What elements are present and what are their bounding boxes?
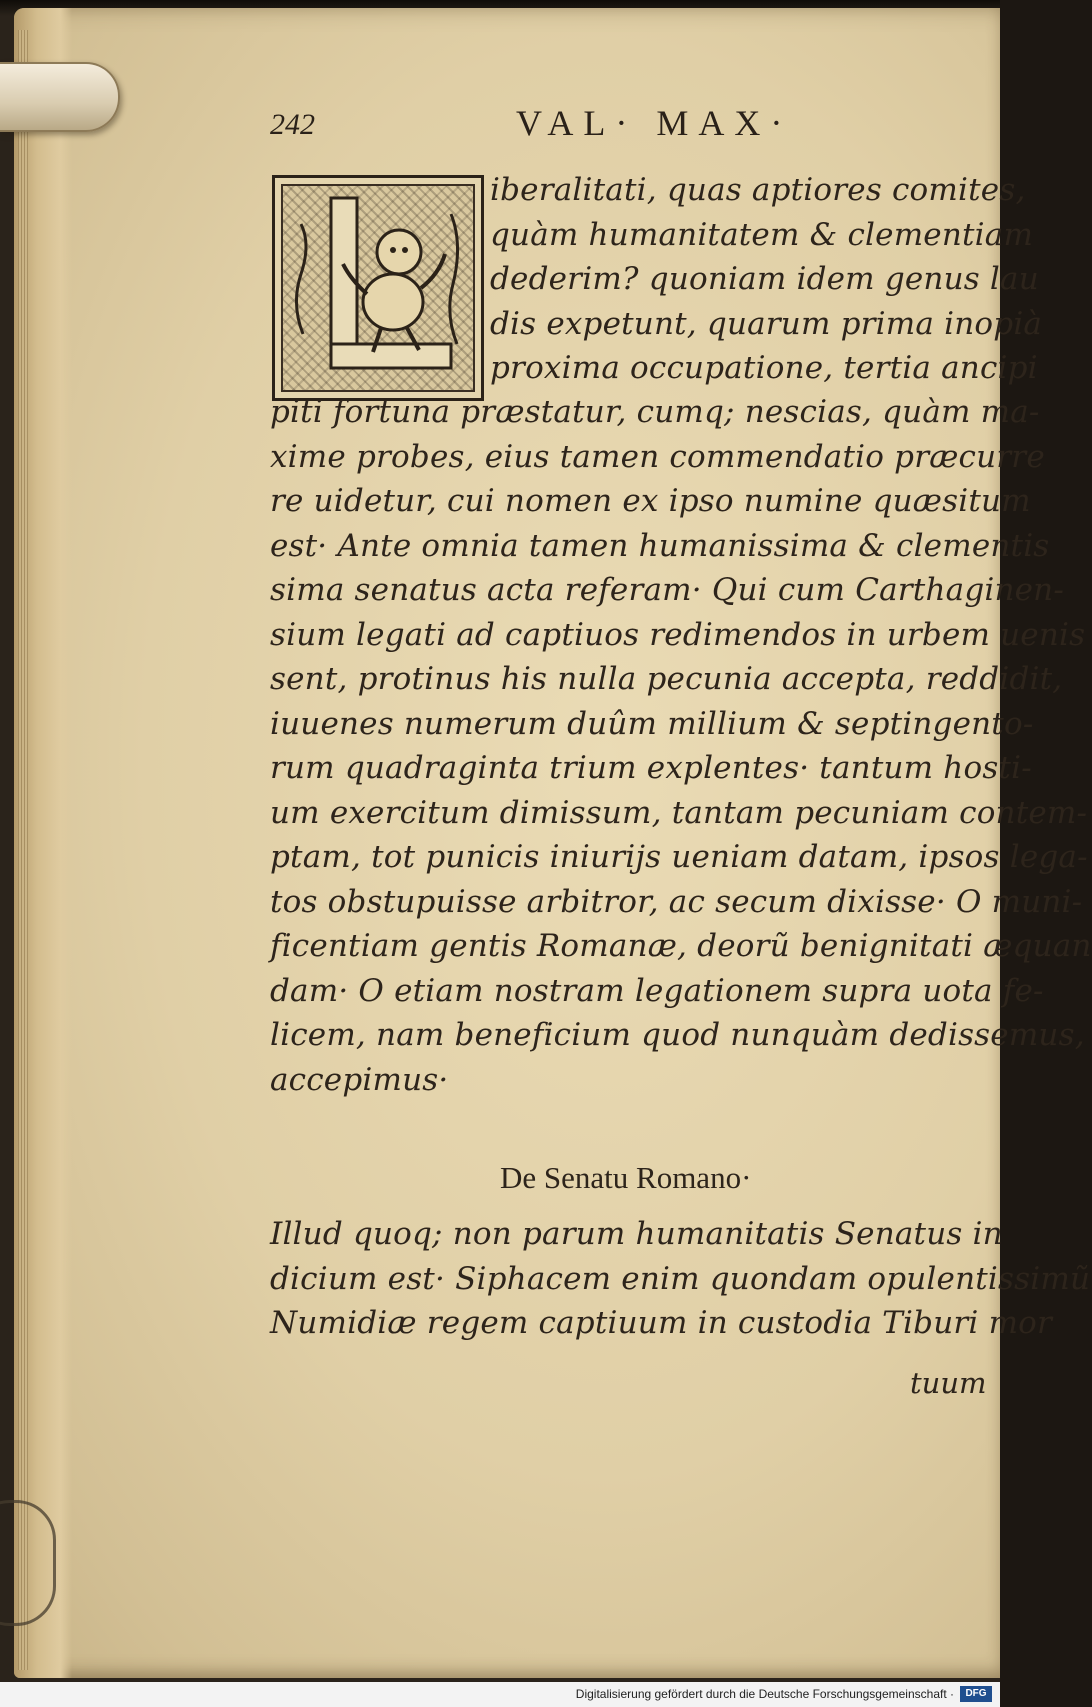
text-line: tos obstupuisse arbitror, ac secum dixisse· O muni-	[270, 883, 1083, 920]
running-head	[270, 102, 850, 146]
text-line: rum quadraginta trium explentes· tantum hosti-	[270, 750, 1032, 786]
decorated-initial	[272, 175, 484, 401]
text-line: dam· O etiam nostram legationem supra uota fe-	[270, 972, 1044, 1009]
bookmark-tab	[0, 62, 120, 132]
text-line: proxima occupatione, tertia ancipi	[490, 350, 1038, 386]
text-line: licem, nam beneficium quod nunquàm dedissemus,	[270, 1017, 1085, 1053]
text-line: sima senatus acta referam· Qui cum Carthaginen-	[270, 572, 1065, 608]
running-title: VAL· MAX·	[516, 103, 793, 143]
catchword: tuum	[910, 1366, 987, 1400]
text-line: sium legati ad captiuos redimendos in urbem uenis	[270, 616, 1086, 653]
text-line: est· Ante omnia tamen humanissima & clementis	[270, 527, 1050, 564]
text-line: accepimus·	[270, 1061, 449, 1098]
text-line: xime probes, eius tamen commendatio præcurre	[270, 438, 1045, 475]
woodcut-initial-art	[281, 184, 475, 392]
text-line: dederim? quoniam idem genus lau	[490, 261, 1039, 297]
text-line: iuuenes numerum duûm millium & septingento-	[270, 705, 1034, 742]
text-line: quàm humanitatem & clementiam	[490, 216, 1034, 253]
text-line: piti fortuna præstatur, cumq; nescias, quàm ma-	[270, 394, 1040, 430]
section-text-block	[270, 1212, 1091, 1346]
text-line: dis expetunt, quarum prima inopià	[490, 305, 1043, 342]
text-line: um exercitum dimissum, tantam pecuniam contem-	[270, 794, 1088, 831]
dfg-logo-icon: DFG	[960, 1686, 992, 1702]
section-heading: De Senatu Romano·	[500, 1160, 752, 1195]
text-line: Illud quoq; non parum humanitatis Senatus in	[270, 1216, 1003, 1252]
text-beside-initial	[490, 168, 1043, 391]
clip-ring	[0, 1500, 56, 1626]
text-line: dicium est· Siphacem enim quondam opulentissimũ	[270, 1260, 1091, 1297]
page-number: 242	[270, 108, 315, 141]
page-edges	[18, 30, 28, 1670]
footer-bar	[0, 1682, 1000, 1707]
footer-credit: Digitalisierung gefördert durch die Deutsche Forschungsgemeinschaft ·	[575, 1687, 954, 1701]
main-text-block	[270, 390, 1092, 1102]
text-line: ptam, tot punicis iniurijs ueniam datam, ipsos lega-	[270, 839, 1088, 875]
text-line: iberalitati, quas aptiores comites,	[490, 172, 1026, 208]
text-line: re uidetur, cui nomen ex ipso numine quæsitum	[270, 483, 1031, 519]
text-line: Numidiæ regem captiuum in custodia Tiburi mor	[270, 1305, 1053, 1341]
text-line: ficentiam gentis Romanæ, deorũ benignitati æquan	[270, 928, 1092, 964]
text-line: sent, protinus his nulla pecunia accepta, reddidit,	[270, 661, 1063, 697]
